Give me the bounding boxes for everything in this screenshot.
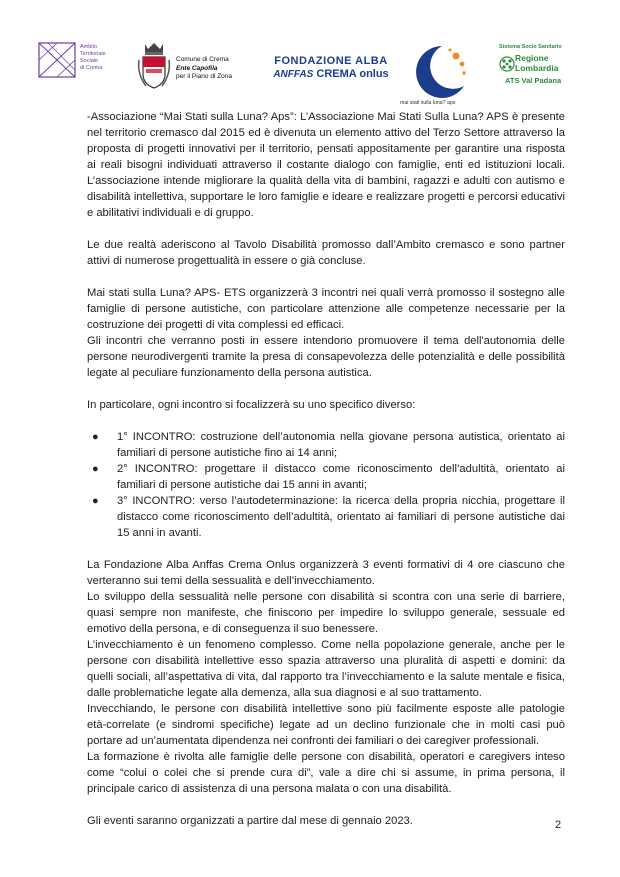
bullet-icon: ● [92, 463, 99, 475]
alba-anffas: ANFFAS [273, 69, 314, 80]
comune-crema-logo [136, 40, 256, 92]
bullet-icon: ● [92, 495, 99, 507]
paragraph-autonomia: Gli incontri che verranno posti in essere intendono promuovere il tema dell'autonomia delle persone neurodivergenti tramite la presa di consapevolezza delle potenzialità e delle possibilità legate al peculiare funzionamento della persona autistica. [87, 335, 565, 379]
paragraph-sessualita: Lo sviluppo della sessualità nelle persone con disabilità si scontra con una serie di barriere, quasi sempre non manifeste, che finiscono per impedire lo sviluppo generale, sessuale ed emotivo della persona, e di conseguenza il suo benessere. [87, 591, 565, 635]
moon-caption: mai stati sulla luna? aps [400, 100, 456, 106]
paragraph-in-particolare: In particolare, ogni incontro si focalizzerà su uno specifico diverso: [87, 399, 416, 411]
ambito-logo [38, 40, 143, 85]
list-item [87, 429, 565, 461]
paragraph-associazione: -Associazione “Mai Stati sulla Luna? Aps”: L’Associazione Mai Stati Sulla Luna? APS è presente nel territorio cremasco dal 2015 ed è divenuta un elemento attivo del Terzo Settore attraverso la proposta di progetti innovativi per il territorio, pensati appositamente per garantire una risposta ai reali bisogni individuati attraverso il costante dialogo con famiglie, enti ed istituzioni locali. L’associazione intende migliorare la qualità della vita di bambini, ragazzi e adulti con autismo e disabilità intellettiva, supportare le loro famiglie e ideare e realizzare progetti e percorsi educativi e abilitativi individuali e di gruppo. [87, 111, 565, 219]
paragraph-gennaio-2023: Gli eventi saranno organizzati a partire dal mese di gennaio 2023. [87, 815, 413, 827]
crema-text [176, 56, 261, 82]
crema-line2: Ente Capofila [176, 64, 218, 72]
mai-stati-sulla-luna-logo [398, 42, 478, 112]
ambito-text: Ambito Territoriale Sociale di Crema [80, 44, 106, 71]
crema-crest-icon [136, 40, 172, 92]
list-item [87, 493, 565, 541]
ambito-mark-icon [38, 42, 76, 78]
alba-line2 [261, 68, 401, 81]
regione-lombardia-logo [497, 44, 592, 99]
paragraph-tavolo-disabilita: Le due realtà aderiscono al Tavolo Disabilità promosso dall’Ambito cremasco e sono partner attivi di numerose progettualità in essere o già concluse. [87, 239, 565, 267]
regione-name [515, 54, 558, 73]
document-body [87, 109, 565, 829]
list-item-text: 3° INCONTRO: verso l’autodeterminazione: la ricerca della propria nicchia, progettare il distacco come riconoscimento dell’adultità, orientato ai familiari di persone autistiche dai 15 anni in avanti. [117, 495, 565, 539]
paragraph-invecchiamento: L’invecchiamento è un fenomeno complesso. Come nella popolazione generale, anche per le persone con disabilità intellettive esso spazia attraverso una pluralità di aspetti e domini: da quelli sociali, all’aspettativa di vita, dal rapporto tra l’invecchiamento e la salute mentale e fisica, dalle problematiche legate alla demenza, alla sua diagnosi e al suo trattamento. [87, 639, 565, 699]
regione-top-text: Sistema Socio Sanitario [499, 44, 562, 50]
ats-val-padana: ATS Val Padana [505, 76, 562, 85]
page-header [0, 0, 620, 110]
alba-line1: FONDAZIONE ALBA [274, 55, 388, 67]
paragraph-fondazione-eventi: La Fondazione Alba Anffas Crema Onlus organizzerà 3 eventi formativi di 4 ore ciascuno che verteranno sui temi della sessualità e dell’invecchiamento. [87, 559, 565, 587]
bullet-icon: ● [92, 431, 99, 443]
regione-line2: Lombardia [515, 62, 559, 73]
incontri-list [87, 429, 565, 541]
page-number: 2 [555, 819, 562, 831]
list-item-text: 1° INCONTRO: costruzione dell’autonomia nella giovane persona autistica, orientato ai familiari di persone autistiche fino ai 14 anni; [117, 431, 565, 459]
paragraph-patologie: Invecchiando, le persone con disabilità intellettive sono più facilmente esposte alle patologie età-correlate (e sindromi specifiche) legate ad un declino funzionale che in molti casi può portare ad un’aumentata dipendenza nei confronti dei familiari o dei caregiver professionali. [87, 703, 565, 747]
paragraph-incontri: Mai stati sulla Luna? APS- ETS organizzerà 3 incontri nei quali verrà promosso il sostegno alle famiglie di persone autistiche, con particolare attenzione alle competenze necessarie per la costruzione dei progetti di vita complessi ed efficaci. [87, 287, 565, 331]
regione-line1: Regione [515, 53, 549, 63]
list-item-text: 2° INCONTRO: progettare il distacco come riconoscimento dell’adultità, orientato ai familiari di persone autistiche dai 15 anni in avanti; [117, 463, 565, 491]
alba-rest: CREMA onlus [313, 68, 389, 80]
rosa-camuna-icon [499, 56, 515, 72]
crema-line1: Comune di Crema [176, 56, 229, 63]
crema-line3: per il Piano di Zona [176, 73, 233, 80]
moon-icon [398, 42, 478, 100]
paragraph-formazione: La formazione è rivolta alle famiglie delle persone con disabilità, operatori e caregivers inteso come “colui o colei che si prende cura di”, vale a dire chi si assume, in prima persona, il principale carico di assistenza di una persona malata o con una disabilità. [87, 751, 565, 795]
fondazione-alba-logo [261, 55, 401, 85]
list-item [87, 461, 565, 493]
